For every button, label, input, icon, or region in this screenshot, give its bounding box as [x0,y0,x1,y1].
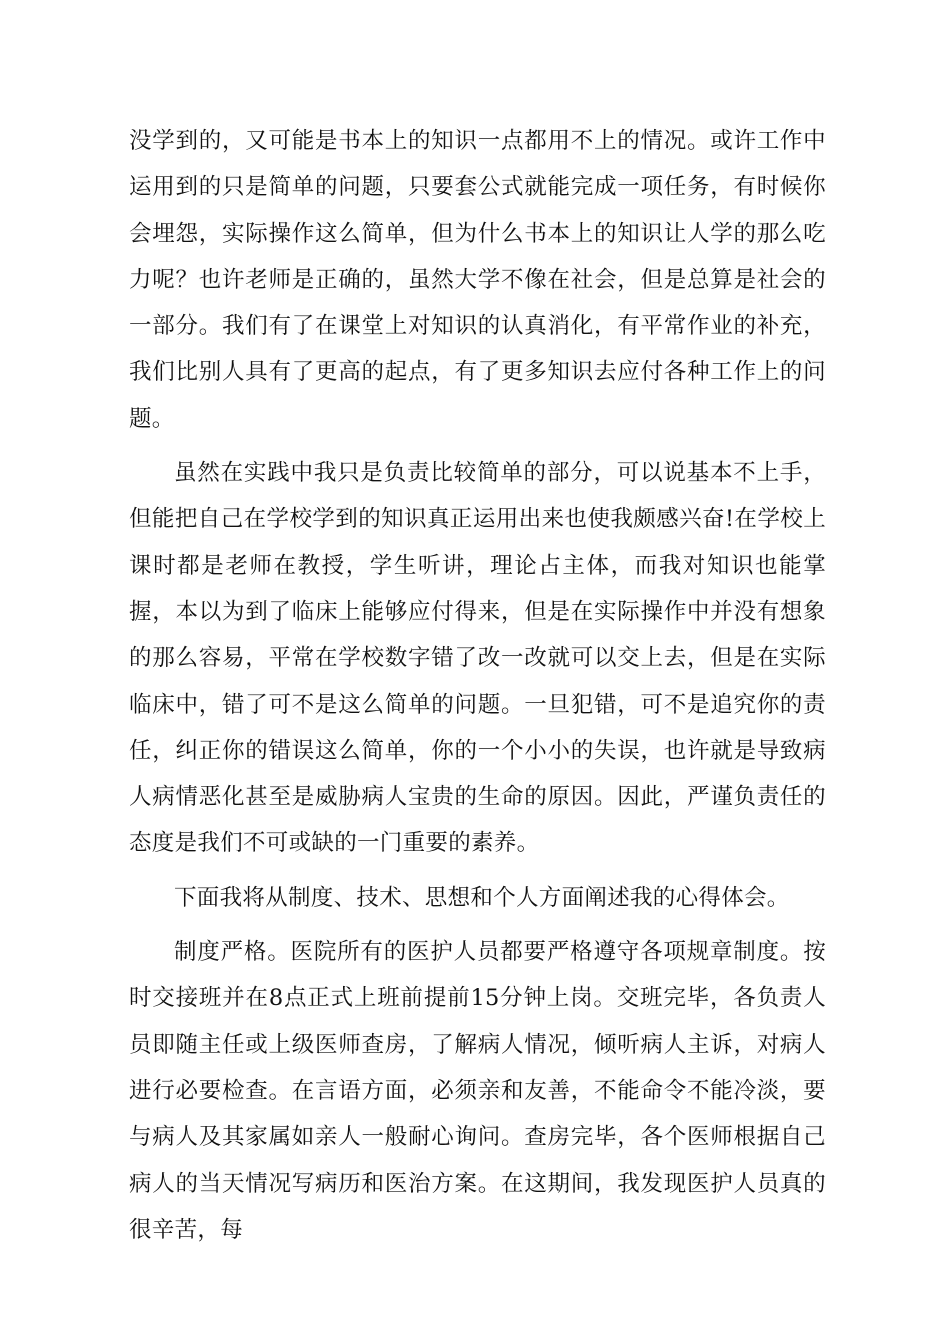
document-body [129,118,826,1253]
paragraph-4: 制度严格。医院所有的医护人员都要严格遵守各项规章制度。按时交接班并在8点正式上班前提前15分钟上岗。交班完毕，各负责人员即随主任或上级医师查房，了解病人情况，倾听病人主诉，对病人进行必要检查。在言语方面，必须亲和友善，不能命令不能冷淡，要与病人及其家属如亲人一般耐心询问。查房完毕，各个医师根据自己病人的当天情况写病历和医治方案。在这期间，我发现医护人员真的很辛苦，每 [129,939,826,1243]
paragraph-2: 虽然在实践中我只是负责比较简单的部分，可以说基本不上手，但能把自己在学校学到的知识真正运用出来也使我颇感兴奋!在学校上课时都是老师在教授，学生听讲，理论占主体，而我对知识也能掌握，本以为到了临床上能够应付得来，但是在实际操作中并没有想象的那么容易，平常在学校数字错了改一改就可以交上去，但是在实际临床中，错了可不是这么简单的问题。一旦犯错，可不是追究你的责任，纠正你的错误这么简单，你的一个小小的失误，也许就是导致病人病情恶化甚至是威胁病人宝贵的生命的原因。因此，严谨负责任的态度是我们不可或缺的一门重要的素养。 [129,460,826,857]
paragraph-3: 下面我将从制度、技术、思想和个人方面阐述我的心得体会。 [174,884,790,911]
paragraph-1: 没学到的，又可能是书本上的知识一点都用不上的情况。或许工作中运用到的只是简单的问题，只要套公式就能完成一项任务，有时候你会埋怨，实际操作这么简单，但为什么书本上的知识让人学的那么吃力呢？也许老师是正确的，虽然大学不像在社会，但是总算是社会的一部分。我们有了在课堂上对知识的认真消化，有平常作业的补充，我们比别人具有了更高的起点，有了更多知识去应付各种工作上的问题。 [129,128,826,432]
